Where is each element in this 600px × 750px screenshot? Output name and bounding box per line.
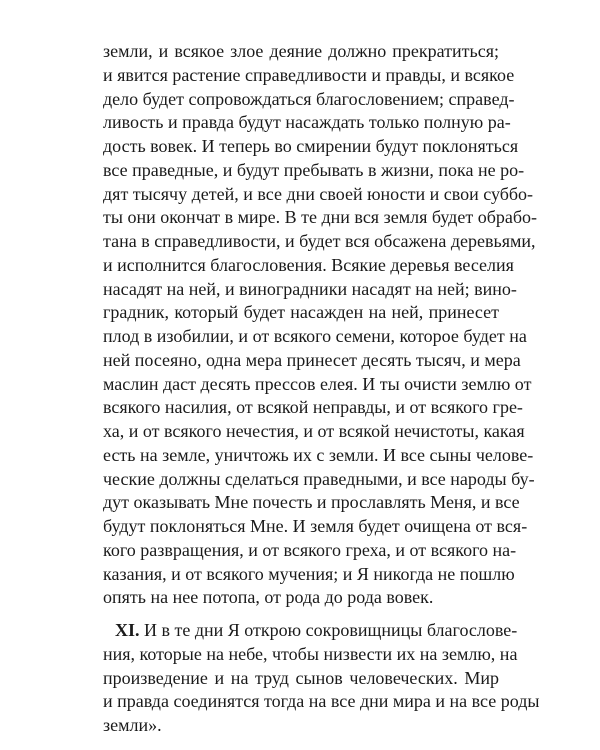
text-line: маслин даст десять прессов елея. И ты очисти землю от <box>103 373 532 394</box>
paragraph-1 <box>103 40 537 610</box>
text-line: ливость и правда будут насаждать только полную ра- <box>103 112 511 133</box>
text-line: ха, и от всякого нечестия, и от всякой нечистоты, какая <box>103 421 525 441</box>
text-line: опять на нее потопа, от рода до рода вовек. <box>103 587 434 608</box>
paragraph-2 <box>103 619 540 738</box>
text-line: казания, и от всякого мучения; и Я никогда не пошлю <box>103 563 515 584</box>
text-line: тана в справедливости, и будет вся обсажена деревьями, <box>103 231 536 251</box>
text-line: земли». <box>103 715 162 735</box>
text-line: ческие должны сделаться праведными, и все народы бу- <box>103 468 535 489</box>
text-line: ния, которые на небе, чтобы низвести их на землю, на <box>103 643 518 664</box>
text-line: дело будет сопровождаться благословением; справед- <box>103 88 515 109</box>
section-number: XI. <box>115 620 140 640</box>
text-line: дость вовек. И теперь во смирении будут поклоняться <box>103 136 519 156</box>
text-line: и явится растение справедливости и правды, и всякое <box>103 64 515 85</box>
text-line: дят тысячу детей, и все дни своей юности и свои суббо- <box>103 183 534 204</box>
text-line: плод в изобилии, и от всякого семени, которое будет на <box>103 326 527 346</box>
text-line: будут поклоняться Мне. И земля будет очищена от вся- <box>103 516 528 536</box>
text-line: градник, который будет насажден на ней, принесет <box>103 302 499 323</box>
text-line: земли, и всякое злое деяние должно прекратиться; <box>103 41 499 61</box>
text-line: и правда соединятся тогда на все дни мира и на все роды <box>103 691 540 712</box>
text-line: кого развращения, и от всякого греха, и от всякого на- <box>103 539 517 560</box>
text-line: ты они окончат в мире. В те дни вся земля будет обрабо- <box>103 207 537 228</box>
text-line: насадят на ней, и виноградники насадят на ней; вино- <box>103 278 517 299</box>
text-line: произведение и на труд сынов человеческих. Мир <box>103 667 499 688</box>
text-line <box>103 619 518 643</box>
text-line: все праведные, и будут пребывать в жизни, пока не ро- <box>103 159 525 180</box>
text-line: ней посеяно, одна мера принесет десять тысяч, и мера <box>103 349 521 370</box>
text-line: дут оказывать Мне почесть и прославлять Меня, и все <box>103 492 520 513</box>
text-line: есть на земле, уничтожь их с земли. И все сыны челове- <box>103 444 534 465</box>
line-text: И в те дни Я открою сокровищницы благослове- <box>139 620 518 640</box>
text-line: всякого насилия, от всякой неправды, и от всякого гре- <box>103 397 523 418</box>
text-line: и исполнится благословения. Всякие деревья веселия <box>103 254 514 275</box>
book-page <box>103 40 540 738</box>
